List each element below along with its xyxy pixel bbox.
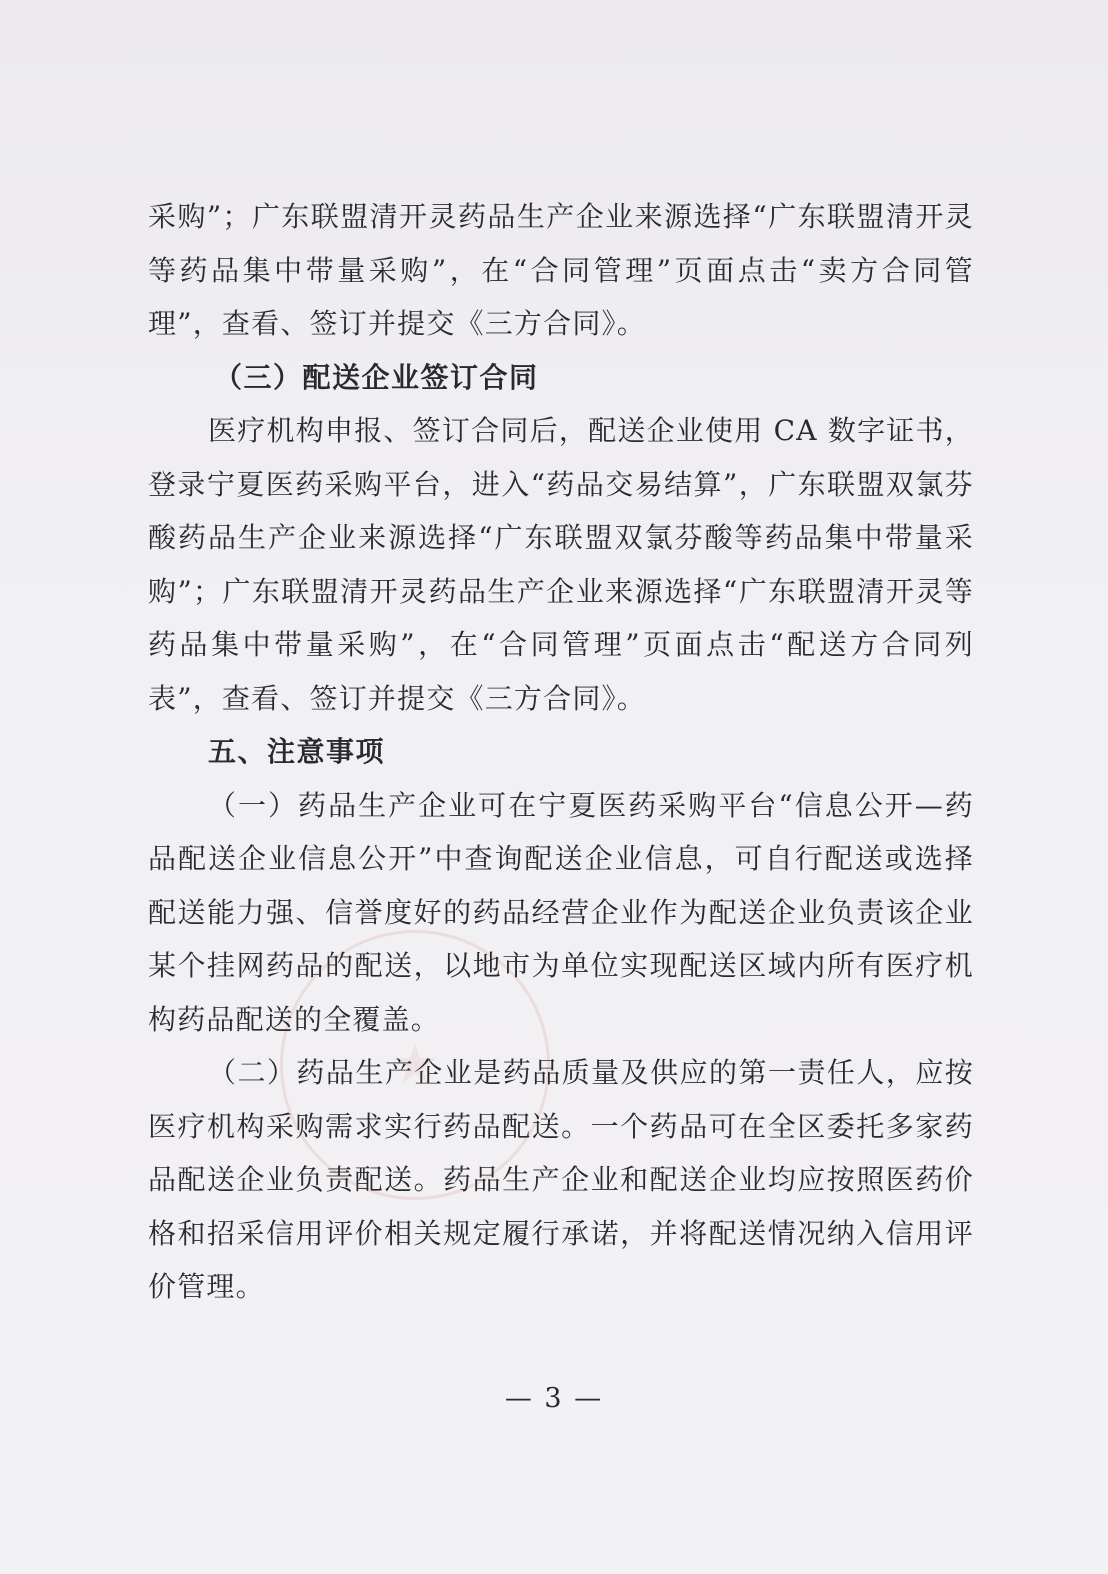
paragraph-continuation: 采购”；广东联盟清开灵药品生产企业来源选择“广东联盟清开灵等药品集中带量采购”，在“合同管理”页面点击“卖方合同管理”，查看、签订并提交《三方合同》。 (148, 200, 974, 340)
paragraph-note-2: （二）药品生产企业是药品质量及供应的第一责任人，应按医疗机构采购需求实行药品配送。一个药品可在全区委托多家药品配送企业负责配送。药品生产企业和配送企业均应按照医药价格和招采信用评价相关规定履行承诺，并将配送情况纳入信用评价管理。 (148, 1056, 974, 1303)
paragraph-distribution-contract: 医疗机构申报、签订合同后，配送企业使用 CA 数字证书，登录宁夏医药采购平台，进入“药品交易结算”，广东联盟双氯芬酸药品生产企业来源选择“广东联盟双氯芬酸等药品集中带量采购”；广东联盟清开灵药品生产企业来源选择“广东联盟清开灵等药品集中带量采购”，在“合同管理”页面点击“配送方合同列表”，查看、签订并提交《三方合同》。 (148, 414, 974, 715)
page-number: — 3 — (504, 1383, 604, 1414)
section-heading-distribution-contract: （三）配送企业签订合同 (214, 360, 539, 394)
section-heading-notes: 五、注意事项 (208, 735, 386, 768)
document-body (148, 190, 974, 1314)
paragraph-note-1: （一）药品生产企业可在宁夏医药采购平台“信息公开—药品配送企业信息公开”中查询配送企业信息，可自行配送或选择配送能力强、信誉度好的药品经营企业作为配送企业负责该企业某个挂网药品的配送，以地市为单位实现配送区域内所有医疗机构药品配送的全覆盖。 (148, 788, 974, 1036)
